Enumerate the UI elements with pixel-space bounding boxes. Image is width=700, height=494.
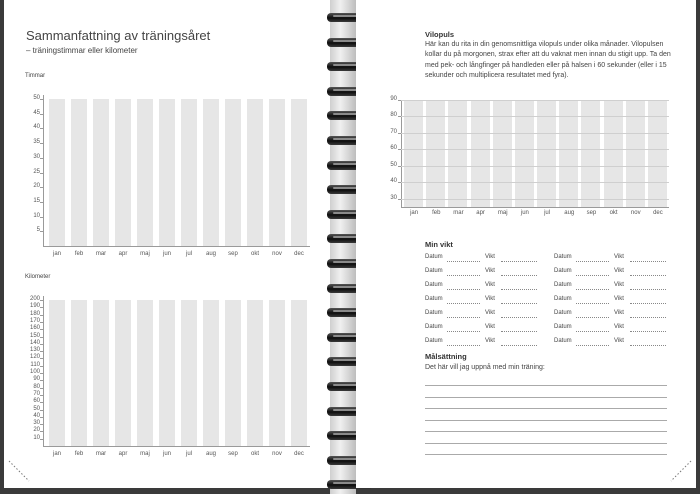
y-tick-label: 20: [33, 427, 40, 434]
bar-nov: [269, 99, 285, 246]
y-tick-mark: [40, 402, 43, 403]
bar-feb: [71, 99, 87, 246]
x-axis: [43, 446, 310, 447]
weight-entry-line: [501, 303, 537, 304]
y-tick-label: 70: [390, 128, 397, 135]
grid-line: [401, 199, 669, 200]
weight-entry-line: [501, 331, 537, 332]
x-tick-label: mar: [453, 210, 464, 216]
y-axis-label: Timmar: [25, 73, 46, 79]
date-label: Datum: [425, 254, 443, 260]
x-tick-label: feb: [74, 251, 84, 257]
y-tick-label: 40: [33, 412, 40, 419]
x-tick-label: dec: [294, 251, 304, 257]
y-tick-label: 200: [29, 296, 40, 302]
bar-aug: [203, 99, 219, 246]
x-tick-label: sep: [228, 251, 238, 257]
goal-line: [425, 397, 667, 398]
y-tick-label: 40: [390, 178, 397, 185]
bar-jan: [49, 99, 65, 246]
x-tick-label: jul: [185, 251, 192, 257]
weight-label: Vikt: [485, 324, 495, 330]
y-tick-label: 50: [33, 95, 40, 101]
x-tick-label: okt: [250, 251, 259, 257]
y-axis: [43, 95, 44, 246]
goal-line: [425, 420, 667, 421]
y-tick-mark: [40, 388, 43, 389]
x-tick-label: dec: [294, 451, 304, 457]
x-tick-label: jun: [520, 210, 529, 216]
date-label: Datum: [554, 296, 572, 302]
corner-mark-icon: [670, 460, 692, 482]
y-tick-mark: [40, 307, 43, 308]
y-tick-label: 70: [33, 390, 40, 397]
x-axis: [401, 207, 669, 208]
date-label: Datum: [425, 268, 443, 274]
date-entry-line: [447, 345, 480, 346]
y-tick-mark: [40, 424, 43, 425]
grid-line: [401, 116, 669, 117]
y-tick-label: 80: [33, 383, 40, 390]
weight-entry-line: [630, 345, 666, 346]
bar-nov: [269, 300, 285, 446]
y-tick-mark: [40, 315, 43, 316]
grid-line: [401, 100, 669, 101]
bar-jul: [181, 300, 197, 446]
weight-label: Vikt: [614, 254, 624, 260]
pulse-description: Här kan du rita in din genomsnittliga vilopuls under olika månader. Vilopulsen kollar du på morgonen, strax efter att du vaknat men innan du stigit upp. Ta den med pek- och långfinger på handleden eller på halsen i 60 sekunder (eller i 15 sekunder och multiplicera resultatet med fyra).: [425, 41, 671, 80]
weight-entry-line: [630, 261, 666, 262]
bar-sep: [225, 300, 241, 446]
bar-dec: [291, 99, 307, 246]
right-page: [356, 0, 696, 488]
x-tick-label: maj: [140, 451, 150, 457]
weight-entry-line: [630, 303, 666, 304]
y-tick-mark: [40, 366, 43, 367]
weight-label: Vikt: [614, 268, 624, 274]
x-tick-label: feb: [432, 210, 441, 216]
grid-line: [401, 182, 669, 183]
y-tick-mark: [398, 182, 401, 183]
y-tick-label: 180: [29, 310, 40, 317]
date-label: Datum: [554, 254, 572, 260]
weight-entry-line: [630, 275, 666, 276]
date-label: Datum: [425, 310, 443, 316]
date-entry-line: [447, 289, 480, 290]
date-entry-line: [447, 317, 480, 318]
y-tick-label: 160: [29, 325, 40, 332]
y-tick-label: 15: [33, 197, 40, 204]
x-tick-label: jan: [52, 451, 61, 457]
date-entry-line: [576, 275, 609, 276]
goal-line: [425, 431, 667, 432]
y-tick-label: 20: [33, 183, 40, 190]
y-tick-label: 90: [390, 96, 397, 102]
x-tick-label: nov: [272, 251, 282, 257]
y-tick-label: 90: [33, 376, 40, 383]
y-tick-mark: [40, 351, 43, 352]
date-entry-line: [576, 289, 609, 290]
x-tick-label: aug: [205, 451, 216, 457]
date-label: Datum: [554, 338, 572, 344]
y-tick-mark: [398, 133, 401, 134]
weight-label: Vikt: [614, 296, 624, 302]
y-tick-mark: [40, 143, 43, 144]
y-tick-mark: [40, 202, 43, 203]
x-tick-label: apr: [118, 251, 128, 257]
bar-jan: [49, 300, 65, 446]
y-tick-label: 120: [29, 354, 40, 361]
date-label: Datum: [554, 268, 572, 274]
y-tick-mark: [398, 166, 401, 167]
y-tick-mark: [40, 173, 43, 174]
y-tick-label: 170: [29, 317, 40, 324]
bar-maj: [137, 300, 153, 446]
y-tick-label: 80: [390, 112, 397, 119]
weight-label: Vikt: [614, 338, 624, 344]
x-tick-label: dec: [653, 210, 663, 216]
bar-jun: [159, 300, 175, 446]
y-tick-mark: [40, 322, 43, 323]
date-label: Datum: [425, 338, 443, 344]
x-tick-label: apr: [476, 210, 485, 216]
bar-apr: [115, 300, 131, 446]
y-tick-mark: [398, 100, 401, 101]
x-tick-label: maj: [140, 251, 150, 257]
y-tick-mark: [40, 128, 43, 129]
weight-label: Vikt: [485, 310, 495, 316]
y-tick-label: 50: [33, 405, 40, 412]
y-tick-mark: [40, 337, 43, 338]
bar-feb: [71, 300, 87, 446]
y-tick-label: 35: [33, 139, 40, 146]
date-label: Datum: [425, 296, 443, 302]
date-entry-line: [576, 261, 609, 262]
x-tick-label: apr: [118, 451, 128, 457]
weight-entry-line: [630, 331, 666, 332]
y-tick-label: 25: [33, 168, 40, 175]
goal-line: [425, 385, 667, 386]
y-tick-label: 30: [33, 420, 40, 427]
grid-line: [401, 149, 669, 150]
y-tick-label: 50: [390, 161, 397, 168]
goal-line: [425, 454, 667, 455]
x-tick-label: jan: [410, 210, 419, 216]
x-tick-label: aug: [205, 251, 216, 257]
weight-entry-line: [501, 289, 537, 290]
date-label: Datum: [425, 324, 443, 330]
binding-spine: [330, 0, 356, 494]
x-tick-label: okt: [250, 451, 259, 457]
x-tick-label: feb: [74, 451, 84, 457]
pulse-heading: Vilopuls: [425, 30, 455, 39]
y-tick-mark: [40, 439, 43, 440]
date-entry-line: [447, 331, 480, 332]
weight-entry-line: [501, 317, 537, 318]
x-tick-label: jan: [52, 251, 61, 257]
y-tick-label: 100: [29, 369, 40, 375]
x-tick-label: sep: [586, 210, 597, 216]
bar-jun: [159, 99, 175, 246]
weight-label: Vikt: [485, 296, 495, 302]
y-tick-mark: [40, 300, 43, 301]
x-tick-label: mar: [95, 251, 107, 257]
y-tick-label: 60: [33, 398, 40, 405]
bar-maj: [137, 99, 153, 246]
bar-dec: [291, 300, 307, 446]
y-axis-label: Kilometer: [25, 274, 51, 280]
y-tick-mark: [40, 373, 43, 374]
weight-entry-line: [501, 345, 537, 346]
y-tick-mark: [398, 199, 401, 200]
x-tick-label: nov: [272, 451, 282, 457]
date-entry-line: [576, 331, 609, 332]
left-page: [4, 0, 330, 488]
y-tick-label: 30: [33, 153, 40, 160]
date-entry-line: [447, 261, 480, 262]
date-entry-line: [576, 317, 609, 318]
date-label: Datum: [425, 282, 443, 288]
goal-line: [425, 408, 667, 409]
date-label: Datum: [554, 310, 572, 316]
weight-entry-line: [630, 289, 666, 290]
x-axis: [43, 246, 310, 247]
date-entry-line: [447, 303, 480, 304]
y-tick-mark: [40, 395, 43, 396]
page-title: Sammanfattning av träningsåret: [26, 28, 211, 43]
weight-label: Vikt: [614, 310, 624, 316]
y-tick-mark: [398, 116, 401, 117]
y-tick-mark: [40, 217, 43, 218]
weight-label: Vikt: [485, 338, 495, 344]
x-tick-label: okt: [609, 210, 618, 216]
date-label: Datum: [554, 282, 572, 288]
y-tick-label: 150: [29, 332, 40, 339]
y-tick-mark: [40, 417, 43, 418]
y-tick-mark: [40, 358, 43, 359]
x-tick-label: mar: [95, 451, 107, 457]
bar-apr: [115, 99, 131, 246]
x-tick-label: jul: [544, 210, 551, 216]
y-tick-label: 10: [33, 434, 40, 441]
corner-mark-icon: [8, 460, 30, 482]
y-tick-mark: [40, 344, 43, 345]
weight-entry-line: [501, 261, 537, 262]
date-entry-line: [576, 303, 609, 304]
x-tick-label: jun: [162, 451, 171, 457]
y-tick-mark: [40, 158, 43, 159]
y-tick-mark: [40, 99, 43, 100]
grid-line: [401, 166, 669, 167]
weight-entry-line: [501, 275, 537, 276]
page-subtitle: – träningstimmar eller kilometer: [26, 46, 138, 55]
x-tick-label: nov: [630, 210, 641, 216]
y-tick-label: 60: [390, 145, 397, 152]
bar-mar: [93, 300, 109, 446]
y-tick-label: 110: [30, 361, 40, 368]
goal-prompt: Det här vill jag uppnå med min träning:: [425, 364, 545, 371]
weight-entry-line: [630, 317, 666, 318]
y-tick-label: 30: [390, 194, 397, 201]
grid-line: [401, 133, 669, 134]
weight-label: Vikt: [485, 254, 495, 260]
goal-line: [425, 443, 667, 444]
weight-heading: Min vikt: [425, 240, 453, 249]
y-tick-label: 40: [33, 124, 40, 131]
bar-okt: [247, 300, 263, 446]
y-tick-mark: [40, 410, 43, 411]
weight-label: Vikt: [614, 282, 624, 288]
y-tick-mark: [40, 231, 43, 232]
x-tick-label: jul: [185, 451, 192, 457]
bar-aug: [203, 300, 219, 446]
date-entry-line: [576, 345, 609, 346]
y-tick-label: 140: [29, 339, 40, 346]
y-tick-label: 5: [36, 227, 40, 234]
goal-heading: Målsättning: [425, 352, 467, 361]
bar-jul: [181, 99, 197, 246]
bar-okt: [247, 99, 263, 246]
y-tick-label: 190: [29, 303, 40, 310]
bar-mar: [93, 99, 109, 246]
date-entry-line: [447, 275, 480, 276]
weight-label: Vikt: [485, 282, 495, 288]
y-tick-mark: [40, 187, 43, 188]
weight-label: Vikt: [614, 324, 624, 330]
y-tick-mark: [40, 431, 43, 432]
y-tick-mark: [398, 149, 401, 150]
x-tick-label: jun: [162, 251, 171, 257]
y-tick-label: 10: [33, 212, 40, 219]
y-axis: [43, 296, 44, 446]
x-tick-label: sep: [228, 451, 238, 457]
y-tick-mark: [40, 380, 43, 381]
date-label: Datum: [554, 324, 572, 330]
y-tick-label: 130: [29, 347, 40, 354]
weight-label: Vikt: [485, 268, 495, 274]
bar-sep: [225, 99, 241, 246]
x-tick-label: maj: [497, 210, 508, 216]
y-tick-mark: [40, 329, 43, 330]
y-tick-mark: [40, 114, 43, 115]
x-tick-label: aug: [564, 210, 575, 216]
y-tick-label: 45: [33, 109, 40, 116]
